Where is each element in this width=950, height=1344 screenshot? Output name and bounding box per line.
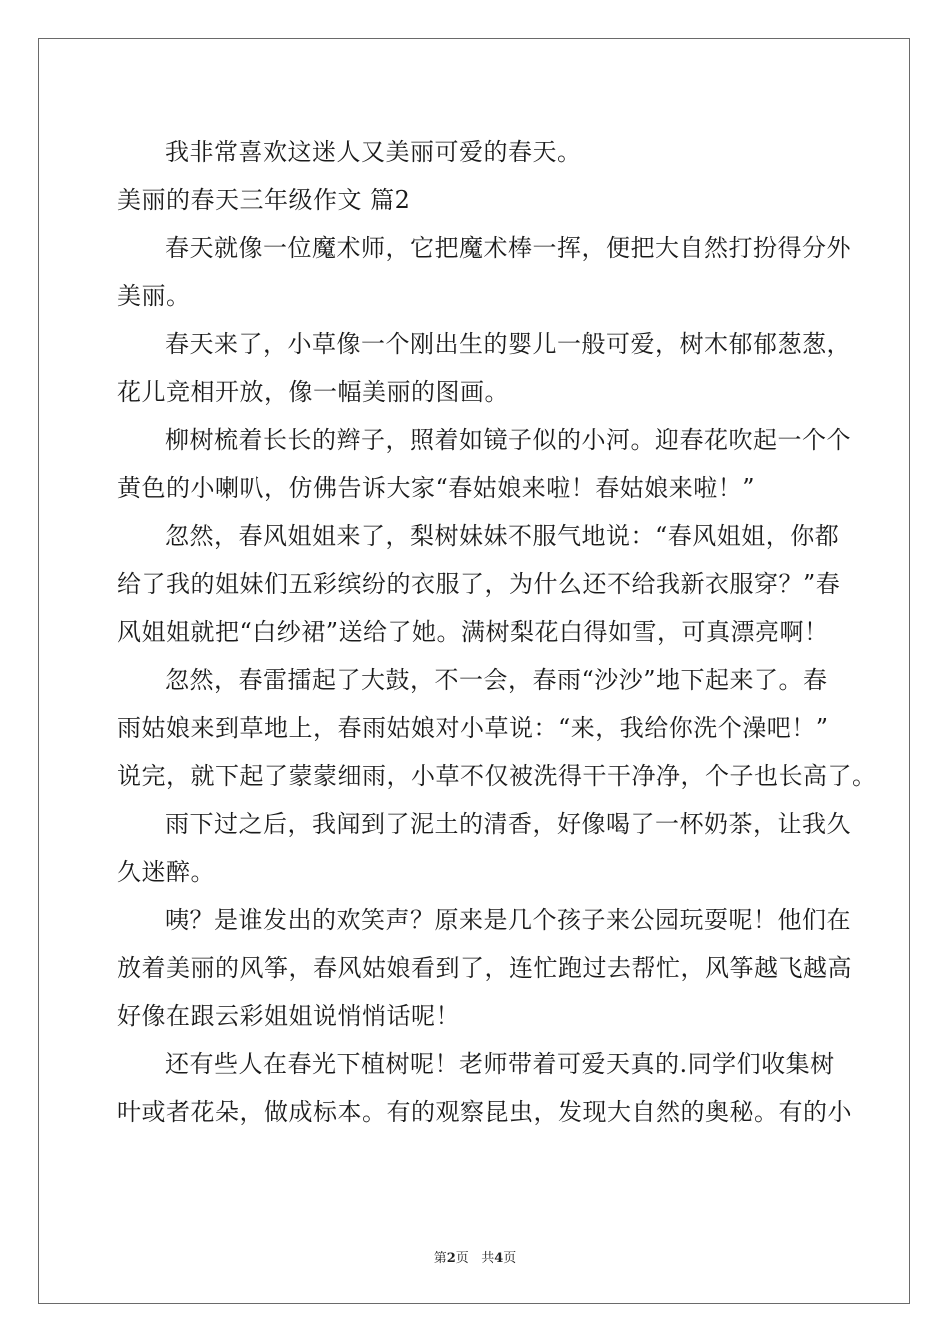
paragraph-line: 雨姑娘来到草地上，春雨姑娘对小草说：“来，我给你洗个澡吧！” <box>117 714 829 742</box>
paragraph-line: 久迷醉。 <box>117 858 215 886</box>
section-heading: 美丽的春天三年级作文 篇2 <box>117 186 411 214</box>
paragraph-line: 春天就像一位魔术师，它把魔术棒一挥，便把大自然打扮得分外 <box>165 234 851 262</box>
footer-total-suffix: 页 <box>503 1251 517 1266</box>
paragraph-line: 叶或者花朵，做成标本。有的观察昆虫，发现大自然的奥秘。有的小 <box>117 1098 852 1126</box>
paragraph-line: 好像在跟云彩姐姐说悄悄话呢！ <box>117 1002 460 1030</box>
paragraph-line: 还有些人在春光下植树呢！老师带着可爱天真的.同学们收集树 <box>165 1050 835 1078</box>
footer-total-prefix: 共 <box>481 1251 495 1266</box>
footer-page-number: 2 <box>446 1251 456 1266</box>
paragraph-line: 咦？是谁发出的欢笑声？原来是几个孩子来公园玩耍呢！他们在 <box>165 906 851 934</box>
paragraph-line: 忽然，春雷擂起了大鼓，不一会，春雨“沙沙”地下起来了。春 <box>165 666 828 694</box>
paragraph-line: 我非常喜欢这迷人又美丽可爱的春天。 <box>165 138 582 166</box>
footer-total-pages: 4 <box>494 1251 504 1266</box>
paragraph-line: 雨下过之后，我闻到了泥土的清香，好像喝了一杯奶茶，让我久 <box>165 810 851 838</box>
paragraph-line: 美丽。 <box>117 282 191 310</box>
paragraph-line: 忽然，春风姐姐来了，梨树妹妹不服气地说：“春风姐姐，你都 <box>165 522 840 550</box>
footer-page-prefix: 第 <box>433 1251 447 1266</box>
paragraph-line: 春天来了，小草像一个刚出生的婴儿一般可爱，树木郁郁葱葱， <box>165 330 851 358</box>
paragraph-line: 说完，就下起了蒙蒙细雨，小草不仅被洗得干干净净，个子也长高了。 <box>117 762 877 790</box>
paragraph-line: 给了我的姐妹们五彩缤纷的衣服了，为什么还不给我新衣服穿？”春 <box>117 570 841 598</box>
paragraph-line: 风姐姐就把“白纱裙”送给了她。满树梨花白得如雪，可真漂亮啊！ <box>117 618 829 646</box>
paragraph-line: 黄色的小喇叭，仿佛告诉大家“春姑娘来啦！春姑娘来啦！” <box>117 474 756 502</box>
footer-page-suffix: 页 <box>455 1251 469 1266</box>
page-footer <box>0 1247 950 1266</box>
paragraph-line: 柳树梳着长长的辫子，照着如镜子似的小河。迎春花吹起一个个 <box>165 426 851 454</box>
document-body <box>117 128 877 1136</box>
paragraph-line: 花儿竞相开放，像一幅美丽的图画。 <box>117 378 509 406</box>
paragraph-line: 放着美丽的风筝，春风姑娘看到了，连忙跑过去帮忙，风筝越飞越高 <box>117 954 852 982</box>
